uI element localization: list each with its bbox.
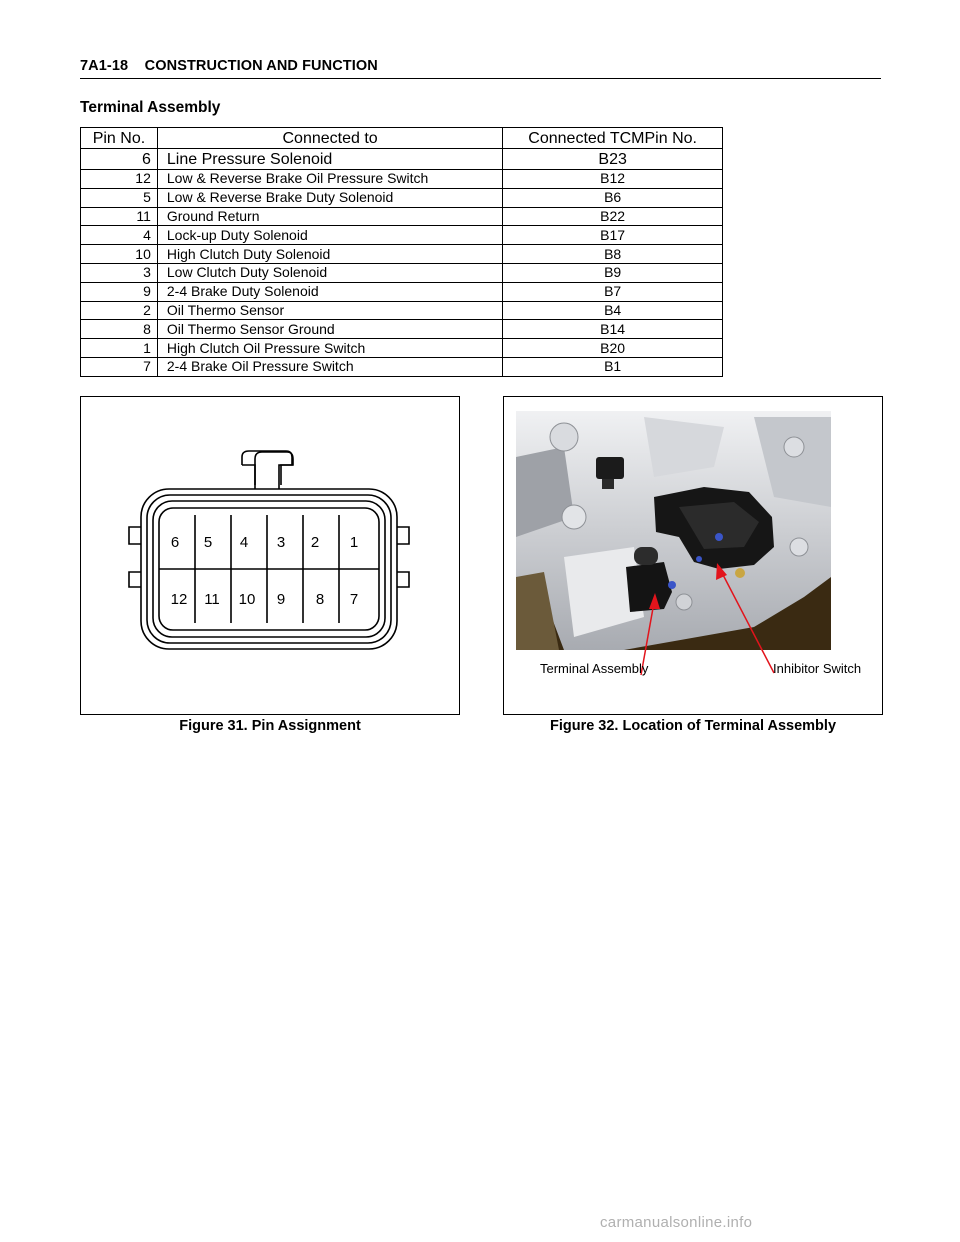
table-row bbox=[81, 301, 723, 320]
connected-cell: Lock-up Duty Solenoid bbox=[157, 226, 502, 245]
connected-cell: Oil Thermo Sensor Ground bbox=[157, 320, 502, 339]
figure31-caption: Figure 31. Pin Assignment bbox=[179, 718, 361, 734]
pin-label: 2 bbox=[310, 534, 320, 551]
figure32-caption: Figure 32. Location of Terminal Assembly bbox=[549, 718, 837, 734]
table-header-row bbox=[81, 128, 723, 149]
connected-cell: Low Clutch Duty Solenoid bbox=[157, 263, 502, 282]
connected-cell: 2-4 Brake Oil Pressure Switch bbox=[157, 357, 502, 376]
connected-cell: Low & Reverse Brake Oil Pressure Switch bbox=[157, 170, 502, 189]
pin-label: 8 bbox=[315, 591, 325, 608]
pin-cell: 5 bbox=[81, 188, 158, 207]
figure-terminal-location bbox=[503, 396, 883, 715]
section-title: Terminal Assembly bbox=[80, 99, 221, 116]
pin-cell: 2 bbox=[81, 301, 158, 320]
watermark: carmanualsonline.info bbox=[600, 1214, 753, 1231]
terminal-assembly-label: Terminal Assembly bbox=[540, 661, 649, 676]
pin-cell: 12 bbox=[81, 170, 158, 189]
tcm-cell: B9 bbox=[503, 263, 723, 282]
pin-label: 5 bbox=[203, 534, 213, 551]
pin-label: 7 bbox=[349, 591, 359, 608]
tcm-cell: B22 bbox=[503, 207, 723, 226]
connected-cell: Line Pressure Solenoid bbox=[157, 149, 502, 170]
table-row bbox=[81, 320, 723, 339]
connected-cell: 2-4 Brake Duty Solenoid bbox=[157, 282, 502, 301]
inhibitor-switch-label: Inhibitor Switch bbox=[773, 661, 862, 676]
table-row bbox=[81, 245, 723, 264]
pin-label: 6 bbox=[170, 534, 180, 551]
pin-label: 10 bbox=[238, 591, 256, 608]
pin-cell: 7 bbox=[81, 357, 158, 376]
table-row bbox=[81, 170, 723, 189]
pin-label: 1 bbox=[349, 534, 359, 551]
table-row bbox=[81, 282, 723, 301]
connector-diagram bbox=[81, 397, 459, 714]
pin-label: 12 bbox=[170, 591, 188, 608]
table-row bbox=[81, 149, 723, 170]
connected-cell: Ground Return bbox=[157, 207, 502, 226]
pin-cell: 1 bbox=[81, 339, 158, 358]
tcm-cell: B17 bbox=[503, 226, 723, 245]
tcm-cell: B20 bbox=[503, 339, 723, 358]
tcm-cell: B4 bbox=[503, 301, 723, 320]
pin-cell: 6 bbox=[81, 149, 158, 170]
table-row bbox=[81, 188, 723, 207]
tcm-cell: B7 bbox=[503, 282, 723, 301]
header-title: 7A1-18 CONSTRUCTION AND FUNCTION bbox=[80, 58, 378, 74]
pin-cell: 3 bbox=[81, 263, 158, 282]
header-connected-to: Connected to bbox=[157, 128, 502, 149]
pin-cell: 9 bbox=[81, 282, 158, 301]
table-row bbox=[81, 207, 723, 226]
pin-label: 9 bbox=[276, 591, 286, 608]
table-row bbox=[81, 263, 723, 282]
tcm-cell: B6 bbox=[503, 188, 723, 207]
connected-cell: High Clutch Oil Pressure Switch bbox=[157, 339, 502, 358]
header-tcm-pin: Connected TCMPin No. bbox=[503, 128, 723, 149]
pin-table bbox=[80, 127, 723, 377]
pin-label: 3 bbox=[276, 534, 286, 551]
pin-label: 4 bbox=[239, 534, 249, 551]
connected-cell: High Clutch Duty Solenoid bbox=[157, 245, 502, 264]
pin-cell: 8 bbox=[81, 320, 158, 339]
tcm-cell: B1 bbox=[503, 357, 723, 376]
connected-cell: Low & Reverse Brake Duty Solenoid bbox=[157, 188, 502, 207]
pin-cell: 11 bbox=[81, 207, 158, 226]
pin-cell: 4 bbox=[81, 226, 158, 245]
tcm-cell: B23 bbox=[503, 149, 723, 170]
tcm-cell: B14 bbox=[503, 320, 723, 339]
tcm-cell: B8 bbox=[503, 245, 723, 264]
figure-pin-assignment bbox=[80, 396, 460, 715]
header-pin-no: Pin No. bbox=[81, 128, 158, 149]
connected-cell: Oil Thermo Sensor bbox=[157, 301, 502, 320]
tcm-cell: B12 bbox=[503, 170, 723, 189]
page-header bbox=[80, 58, 881, 79]
pin-label: 11 bbox=[204, 591, 220, 608]
pin-cell: 10 bbox=[81, 245, 158, 264]
table-row bbox=[81, 357, 723, 376]
table-row bbox=[81, 339, 723, 358]
table-row bbox=[81, 226, 723, 245]
